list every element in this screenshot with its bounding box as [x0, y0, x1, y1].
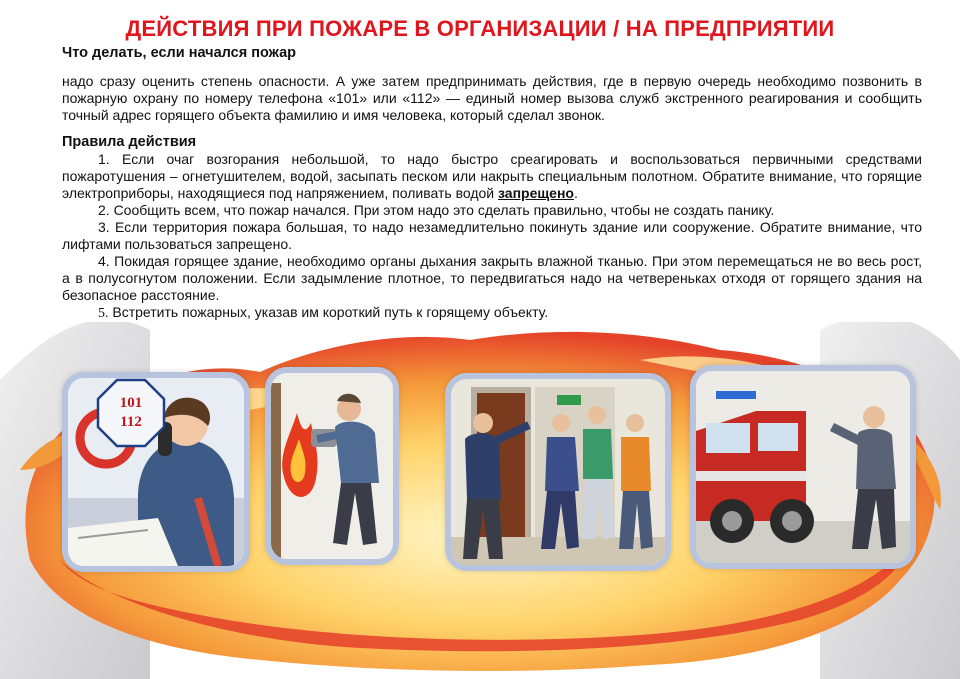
section-text-what-to-do: надо сразу оценить степень опасности. А уже затем предпринимать действия, где в первую очередь необходимо позвонить в пожарную охрану по номеру телефона «101» или «112» — единый номер вызова служб экстренного реагирования и сообщить точный адрес горящего объекта фамилию и имя человека, который сделал звонок. — [62, 73, 922, 123]
emergency-number-101: 101 — [119, 395, 143, 411]
forbidden-emphasis: запрещено — [498, 185, 574, 201]
instructions-text — [62, 45, 922, 322]
extinguish-fire-illustration — [265, 367, 399, 565]
rule-item-5-text: Встретить пожарных, указав им короткий путь к горящему объекту. — [108, 304, 549, 320]
fire-truck-icon — [696, 371, 910, 563]
emergency-numbers — [96, 394, 166, 432]
evacuation-illustration — [445, 373, 671, 571]
extinguish-fire-icon — [271, 373, 393, 559]
rule-item-5-number: 5. — [98, 306, 109, 321]
page-title: ДЕЙСТВИЯ ПРИ ПОЖАРЕ В ОРГАНИЗАЦИИ / НА ПРЕДПРИЯТИИ — [125, 16, 835, 41]
rule-item-1-end: . — [573, 185, 578, 201]
emergency-number-112: 112 — [120, 414, 142, 430]
section-heading-rules: Правила действия — [62, 134, 197, 150]
fire-truck-illustration — [690, 365, 916, 569]
rule-item-4: 4. Покидая горящее здание, необходимо органы дыхания закрыть влажной тканью. При этом перемещаться не во весь рост, а в полусогнутом положении. Если задымление плотное, то передвигаться надо на четвереньках отходя от горящего здания на безопасное расстояние. — [62, 253, 922, 303]
evacuation-icon — [451, 379, 665, 565]
rule-item-1-text: 1. Если очаг возгорания небольшой, то надо быстро среагировать и воспользоваться первичными средствами пожаротушения – огнетушителем, водой, засыпать песком или накрыть специальным полотном. Обратите внимание, что горящие электроприборы, находящиеся под напряжением, поливать водой — [62, 151, 922, 201]
section-heading-what-to-do: Что делать, если начался пожар — [62, 45, 297, 61]
rule-item-3: 3. Если территория пожара большая, то надо незамедлительно покинуть здание или сооружение. Обратите внимание, что лифтами пользоваться запрещено. — [62, 219, 922, 252]
rule-item-5 — [62, 304, 922, 322]
rule-item-1 — [62, 151, 922, 202]
rule-item-2: 2. Сообщить всем, что пожар начался. При этом надо это сделать правильно, чтобы не создать панику. — [98, 202, 775, 218]
